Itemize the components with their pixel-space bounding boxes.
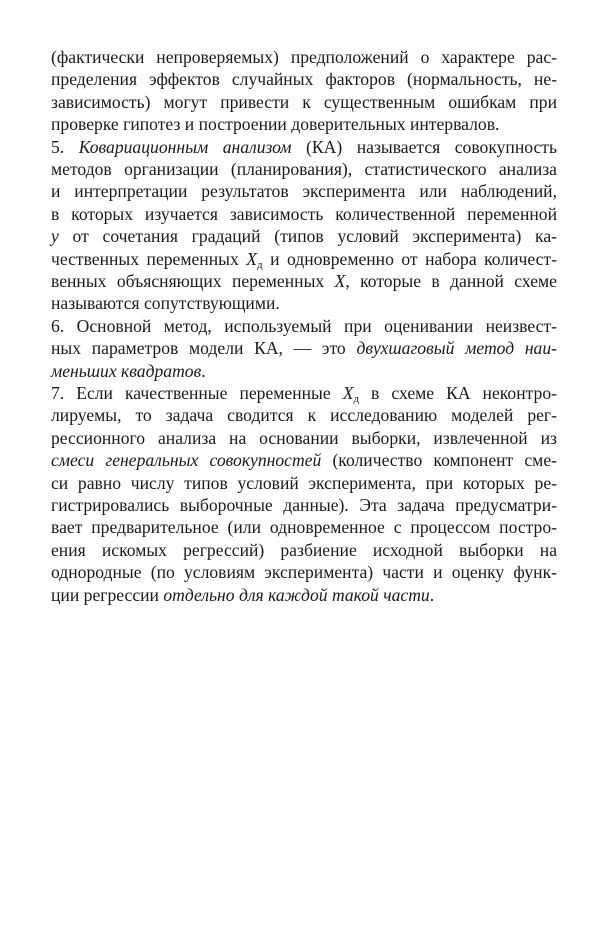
text-line xyxy=(51,561,557,583)
text-line xyxy=(51,248,557,270)
text-line xyxy=(51,516,557,538)
text-span: зависимость) могут привести к существенным ошибкам при xyxy=(51,91,557,112)
text-span: чественных переменных xyxy=(51,248,247,269)
italic-term: Ковариационным анализом xyxy=(78,136,292,157)
subscript: д xyxy=(353,393,360,405)
italic-term: X xyxy=(334,271,346,291)
text-line xyxy=(51,270,557,292)
text-line xyxy=(51,472,557,494)
text-span: вает предварительное (или одновременное с процессом постро- xyxy=(51,517,557,538)
text-span: ения искомых регрессий) разбиение исходной выборки на xyxy=(51,539,557,560)
italic-term: двухшаговый метод наи- xyxy=(356,338,558,359)
text-line xyxy=(51,136,557,158)
text-span: от сочетания градаций (типов условий эксперимента) ка- xyxy=(58,226,557,247)
text-line xyxy=(51,315,557,337)
italic-term: смеси генеральных совокупностей xyxy=(51,450,322,471)
text-line xyxy=(51,158,557,180)
text-span: ции регрессии xyxy=(51,584,164,605)
text-span: гистрировались выборочные данные). Эта задача предусматри- xyxy=(51,495,557,515)
text-span: 5. xyxy=(51,136,79,157)
text-span: (количество компонент сме- xyxy=(321,450,557,471)
text-span: однородные (по условиям эксперимента) части и оценку функ- xyxy=(51,562,557,583)
text-line xyxy=(51,494,557,516)
text-line xyxy=(51,180,557,202)
subscript: д xyxy=(256,258,263,271)
text-line xyxy=(51,404,557,426)
text-line xyxy=(51,225,557,247)
text-span: (КА) называется совокупность xyxy=(291,136,558,157)
text-line xyxy=(51,113,557,135)
text-line xyxy=(51,449,557,471)
text-span: лируемы, то задача сводится к исследованию моделей рег- xyxy=(51,405,557,426)
text-span: в схеме КА неконтро- xyxy=(359,383,557,403)
text-span: и интерпретации результатов эксперимента или наблюдений, xyxy=(51,181,557,202)
text-line xyxy=(51,203,557,225)
text-line xyxy=(51,68,557,90)
text-line xyxy=(51,292,557,314)
text-line xyxy=(51,91,557,113)
text-span: проверке гипотез и построении доверительных интервалов. xyxy=(51,114,500,135)
text-line xyxy=(51,382,557,404)
text-line xyxy=(51,337,557,359)
text-line xyxy=(51,46,557,68)
text-line xyxy=(51,427,557,449)
text-span: венных объясняющих переменных xyxy=(51,271,335,291)
italic-term: X xyxy=(246,248,257,269)
text-span: методов организации (планирования), статистического анализа xyxy=(51,159,557,179)
text-span: в которых изучается зависимость количественной переменной xyxy=(51,203,557,224)
text-span: ных параметров модели КА, — это xyxy=(51,338,357,359)
text-span: называются сопутствующими. xyxy=(51,293,280,314)
text-line xyxy=(51,584,557,606)
text-span: 6. Основной метод, используемый при оценивании неизвест- xyxy=(51,315,557,336)
text-span: . xyxy=(429,584,435,605)
italic-term: отдельно для каждой такой части xyxy=(163,584,430,605)
text-span: . xyxy=(201,360,206,381)
text-span: и одновременно от набора количест- xyxy=(262,248,558,269)
text-span: 7. Если качественные переменные xyxy=(51,383,343,403)
text-span: , которые в данной схеме xyxy=(345,271,557,291)
italic-term: X xyxy=(342,383,354,403)
text-line xyxy=(51,539,557,561)
italic-term: y xyxy=(51,226,59,247)
text-span: (фактически непроверяемых) предположений о характере рас- xyxy=(51,47,557,67)
text-span: си равно числу типов условий эксперимента, при которых ре- xyxy=(51,472,557,493)
text-span: пределения эффектов случайных факторов (нормальность, не- xyxy=(51,69,557,90)
italic-term: меньших квадратов xyxy=(51,360,202,381)
text-line xyxy=(51,360,557,382)
text-span: рессионного анализа на основании выборки, извлеченной из xyxy=(51,427,557,448)
